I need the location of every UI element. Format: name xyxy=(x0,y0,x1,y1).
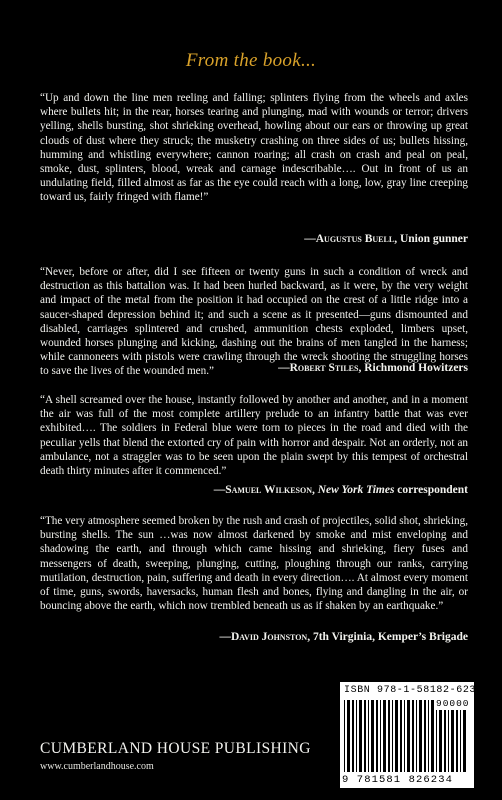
quote-wilkeson: “A shell screamed over the house, instantly followed by another and another, and in a moment the air was full of the most complete artillery prelude to an infantry battle that was ever exhibited…. The soldiers in Federal blue were torn to pieces in the road and died with the peculiar yells that blend the extorted cry of pain with horror and despair. Not an orderly, not an ambulance, not a straggler was to be seen upon the plain swept by this tempest of orchestral death thirty minutes after it commenced.” xyxy=(40,394,468,478)
barcode-bar xyxy=(416,700,417,772)
attribution-author: David Johnston xyxy=(231,631,308,643)
barcode-bar xyxy=(364,700,366,772)
attribution-affiliation: , 7th Virginia, Kemper’s Brigade xyxy=(307,631,468,643)
attribution-dash: — xyxy=(278,362,290,374)
attribution-stiles xyxy=(40,362,468,374)
quote-stiles: “Never, before or after, did I see fifteen or twenty guns in such a condition of wreck and destruction as this battalion was. It had been hurled backward, as it were, by the very weight and impact of the metal from the position it had occupied on the crest of a little ridge into a saucer-shaped depression behind it; and such a scene as it presented—guns dismounted and disabled, carriages splintered and crushed, ammunition chests exploded, limbers upset, wounded horses plunging and kicking, dashing out the brains of men tangled in the harness; while cannoneers with pistols were crawling through the wreck shooting the struggling horses to save the lives of the wounded men.” xyxy=(40,266,468,378)
barcode-bar xyxy=(347,700,350,772)
ean-barcode-bars xyxy=(344,700,434,772)
publisher-name: CUMBERLAND HOUSE PUBLISHING xyxy=(40,740,311,757)
barcode-bar xyxy=(392,700,393,772)
barcode-bar xyxy=(376,700,378,772)
attribution-affiliation: , Union gunner xyxy=(394,233,468,245)
barcode-bar xyxy=(380,700,381,772)
barcode-bar xyxy=(439,710,442,772)
attribution-wilkeson xyxy=(40,484,468,496)
publisher-website: www.cumberlandhouse.com xyxy=(40,761,154,772)
barcode-bar xyxy=(368,700,369,772)
attribution-buell xyxy=(40,233,468,245)
price-addon-bars xyxy=(436,710,470,772)
barcode-bar xyxy=(407,700,410,772)
barcode-bar xyxy=(352,700,354,772)
attribution-affiliation-tail: correspondent xyxy=(394,484,468,496)
barcode-bar xyxy=(383,700,386,772)
attribution-affiliation: , xyxy=(312,484,318,496)
attribution-author: Augustus Buell xyxy=(315,233,395,245)
attribution-dash: — xyxy=(213,484,226,496)
quote-buell: “Up and down the line men reeling and falling; splinters flying from the wheels and axles where bullets hit; in the rear, horses tearing and plunging, mad with wounds or terror; drivers yelling, shells bursting, shot shrieking overhead, howling about our ears or throwing up great clouds of dust where they struck; the musketry crashing on three sides of us; bullets hissing, humming and whistling everywhere; cannon roaring; all crash on crash and peal on peal, smoke, dust, splinters, blood, wreak and carnage indescribable…. Out in front of us an undulating field, filled almost as far as the eye could reach with a long, low, gray line creeping toward us, fairly fringed with flame!” xyxy=(40,92,468,204)
barcode-bar xyxy=(436,710,437,772)
attribution-affiliation: , Richmond Howitzers xyxy=(358,362,468,374)
barcode-bar xyxy=(463,710,466,772)
barcode-bar xyxy=(356,700,357,772)
barcode-bar xyxy=(419,700,422,772)
price-code: 90000 xyxy=(436,698,470,709)
barcode-bar xyxy=(451,710,454,772)
attribution-johnston xyxy=(40,631,468,643)
isbn-number: ISBN 978-1-58182-623-4 xyxy=(344,685,490,696)
barcode-bar xyxy=(431,700,434,772)
barcode-bar xyxy=(444,710,446,772)
attribution-dash: — xyxy=(304,233,316,245)
attribution-dash: — xyxy=(219,631,231,643)
barcode-bar xyxy=(400,700,402,772)
barcode-bar xyxy=(412,700,414,772)
barcode-bar xyxy=(344,700,345,772)
quote-johnston: “The very atmosphere seemed broken by the rush and crash of projectiles, solid shot, shrieking, bursting shells. The sun …was now almost darkened by smoke and mist enveloping and shadowing the earth, and through which came hissing and shrieking, fiery fuses and messengers of death, sweeping, plunging, cutting, ploughing through our ranks, carrying mutilation, destruction, pain, suffering and death in every direction…. At almost every moment of time, guns, swords, haversacks, human flesh and bones, flying and dangling in the air, or bouncing above the earth, which now trembled beneath us as if shaken by an earthquake.” xyxy=(40,515,468,613)
barcode-bar xyxy=(404,700,405,772)
barcode-bar xyxy=(371,700,374,772)
isbn-barcode xyxy=(340,682,490,788)
attribution-author: Robert Stiles xyxy=(289,362,359,374)
ean-number: 9 781581 826234 xyxy=(342,774,454,786)
attribution-newspaper: New York Times xyxy=(317,484,395,496)
attribution-author: Samuel Wilkeson xyxy=(225,484,312,496)
barcode-bar xyxy=(448,710,449,772)
barcode-bar xyxy=(460,710,461,772)
barcode-bar xyxy=(424,700,426,772)
barcode-bar xyxy=(428,700,429,772)
barcode-bar xyxy=(388,700,390,772)
section-heading: From the book... xyxy=(185,50,317,71)
barcode-bar xyxy=(395,700,398,772)
barcode-bar xyxy=(359,700,362,772)
barcode-bar xyxy=(456,710,458,772)
